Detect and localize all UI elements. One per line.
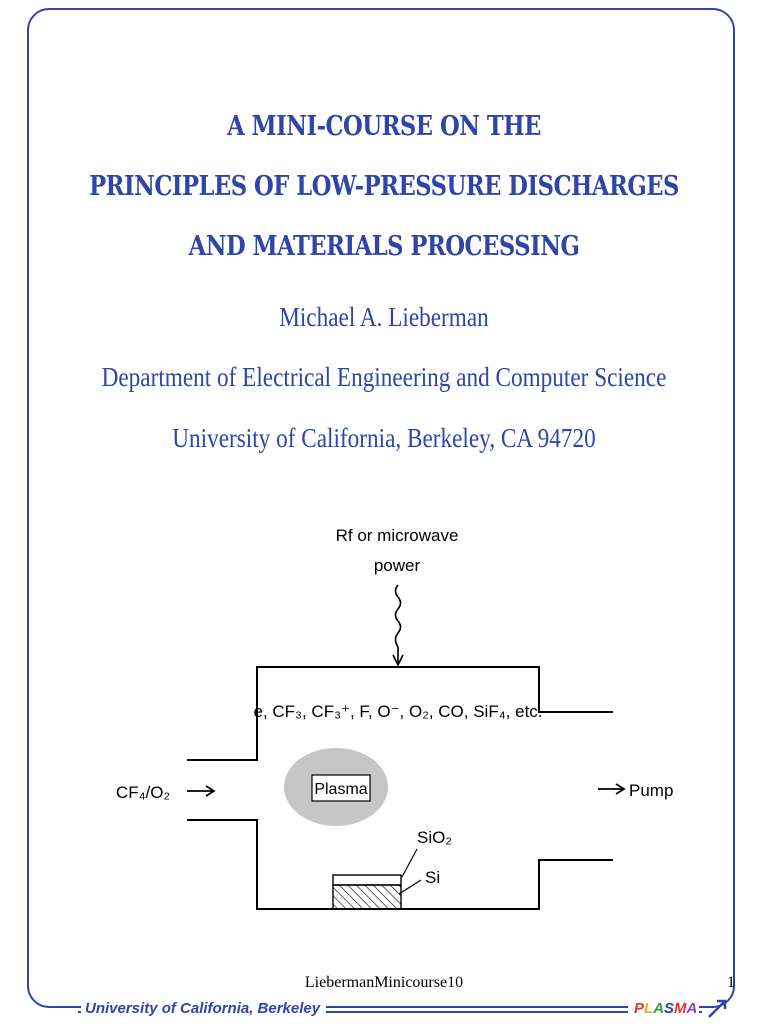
- inlet-gas-label: CF₄/O₂: [115, 783, 171, 802]
- title-line-1: A MINI-COURSE ON THE: [227, 111, 541, 142]
- university-address: University of California, Berkeley, CA 94720: [172, 423, 596, 453]
- plasma-letter: M: [674, 1000, 687, 1017]
- title-line-3: AND MATERIALS PROCESSING: [188, 231, 580, 262]
- footer-source: LiebermanMinicourse10: [304, 974, 464, 991]
- title-line-2: PRINCIPLES OF LOW-PRESSURE DISCHARGES: [89, 171, 679, 202]
- plasma-letter: L: [644, 1000, 654, 1017]
- plasma-logo: [628, 1000, 699, 1017]
- corner-arrow-icon: [707, 993, 735, 1021]
- plasma-letter: A: [686, 1000, 698, 1017]
- plasma-letter: A: [653, 1000, 665, 1017]
- page-number: 1: [727, 974, 735, 991]
- sio2-layer: [333, 875, 401, 885]
- plasma-letter: S: [664, 1000, 675, 1017]
- plasma-label: Plasma: [314, 781, 368, 798]
- wavy-power-arrow: [396, 585, 401, 663]
- sio2-pointer: [402, 849, 417, 877]
- department-name: Department of Electrical Engineering and Computer Science: [101, 362, 667, 392]
- species-label: e, CF₃, CF₃⁺, F, O⁻, O₂, CO, SiF₄, etc.: [253, 702, 543, 721]
- plasma-reactor-diagram: [95, 497, 679, 925]
- university-banner: University of California, Berkeley: [81, 1000, 326, 1017]
- si-label: Si: [425, 868, 441, 887]
- outlet-pump-label: Pump: [629, 781, 674, 800]
- si-pointer: [399, 880, 421, 894]
- author-name: Michael A. Lieberman: [279, 302, 489, 332]
- si-substrate: [333, 885, 401, 909]
- power-label-line2: power: [373, 556, 421, 575]
- plasma-letter: P: [634, 1000, 645, 1017]
- power-label-line1: Rf or microwave: [335, 526, 459, 545]
- sio2-label: SiO₂: [417, 828, 452, 847]
